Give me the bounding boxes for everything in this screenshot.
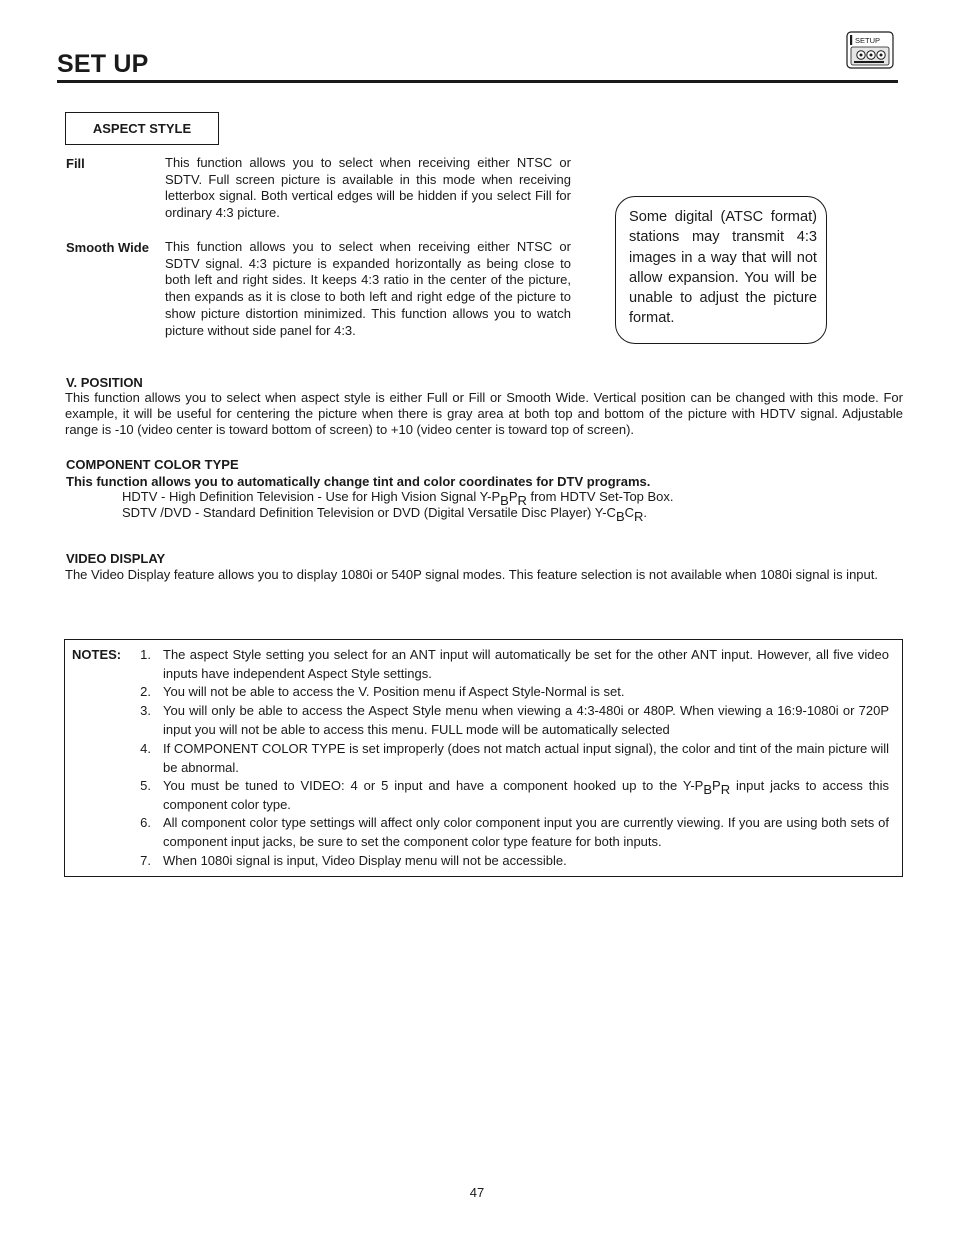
- note-number: 7.: [140, 853, 151, 868]
- note-item: [163, 777, 889, 814]
- component-color-subheading: This function allows you to automatically change tint and color coordinates for DTV programs.: [66, 474, 651, 489]
- sdtv-line-prefix: SDTV /DVD - Standard Definition Television or DVD (Digital Versatile Disc Player) Y-C: [122, 505, 616, 520]
- aspect-style-heading: ASPECT STYLE: [92, 121, 192, 136]
- hdtv-line-prefix: HDTV - High Definition Television - Use for High Vision Signal Y-P: [122, 489, 501, 504]
- note-number: 5.: [140, 778, 151, 793]
- hdtv-line-suffix: from HDTV Set-Top Box.: [526, 489, 674, 504]
- fill-description: This function allows you to select when receiving either NTSC or SDTV. Full screen picture is available in this mode when receiving letterbox signal. Both vertical edges will be hidden if you select Fill for ordinary 4:3 picture.: [165, 155, 571, 221]
- component-color-heading: COMPONENT COLOR TYPE: [66, 457, 239, 472]
- note-item: When 1080i signal is input, Video Display menu will not be accessible.: [163, 853, 567, 868]
- hdtv-sub-b: B: [500, 493, 509, 508]
- note-item: You will not be able to access the V. Position menu if Aspect Style-Normal is set.: [163, 684, 625, 699]
- smooth-wide-term: Smooth Wide: [66, 240, 149, 255]
- note-5-sub-r: R: [720, 782, 731, 797]
- note-5-suffix: input jacks to access this component color type.: [163, 778, 889, 812]
- setup-icon: [846, 31, 894, 69]
- video-display-heading: VIDEO DISPLAY: [66, 551, 166, 566]
- note-item: You will only be able to access the Aspect Style menu when viewing a 4:3-480i or 480P. When viewing a 16:9-1080i or 720P input you will not be able to access this menu. FULL mode will be automatically selected: [163, 703, 889, 737]
- sdtv-sub-r: R: [634, 509, 644, 524]
- notes-label: NOTES:: [72, 647, 122, 662]
- note-number: 4.: [140, 741, 151, 756]
- note-5-mid: P: [712, 778, 721, 793]
- hdtv-line-mid: P: [508, 489, 518, 504]
- note-item: The aspect Style setting you select for an ANT input will automatically be set for the other ANT input. However, all five video inputs have independent Aspect Style settings.: [163, 647, 889, 681]
- hdtv-sub-r: R: [517, 493, 527, 508]
- sdtv-line: [122, 505, 648, 524]
- note-number: 3.: [140, 703, 151, 718]
- note-number: 2.: [140, 684, 151, 699]
- setup-icon-label: SETUP: [855, 36, 881, 45]
- note-number: 1.: [140, 647, 151, 662]
- note-5-prefix: You must be tuned to VIDEO: 4 or 5 input and have a component hooked up to the Y-P: [163, 778, 704, 793]
- page-title: SET UP: [57, 50, 149, 78]
- smooth-wide-description: This function allows you to select when receiving either NTSC or SDTV signal. 4:3 picture is expanded horizontally as being close to both left and right sides. It keeps 4:3 ratio in the center of the picture, then expands as it is close to both left and right edge of the picture to show picture distortion minimized. This function allows you to watch picture without side panel for 4:3.: [165, 239, 571, 338]
- atsc-callout: [615, 196, 827, 344]
- video-display-description: The Video Display feature allows you to display 1080i or 540P signal modes. This feature selection is not available when 1080i signal is input.: [65, 567, 878, 582]
- hdtv-line: [122, 489, 674, 508]
- page-number: 47: [469, 1185, 485, 1200]
- sdtv-line-suffix: .: [643, 505, 648, 520]
- note-item: All component color type settings will affect only color component input you are currently viewing. If you are using both sets of component input jacks, be sure to set the component color type feature for both inputs.: [163, 815, 889, 849]
- sdtv-sub-b: B: [615, 509, 625, 524]
- sdtv-line-mid: C: [624, 505, 635, 520]
- aspect-style-heading-box: [65, 112, 219, 145]
- callout-text: Some digital (ATSC format) stations may transmit 4:3 images in a way that will not allow expansion. You will be unable to adjust the picture format.: [629, 209, 817, 327]
- fill-term: Fill: [66, 156, 85, 171]
- v-position-description: This function allows you to select when aspect style is either Full or Fill or Smooth Wide. Vertical position can be changed with this mode. For example, it will be useful for centering the picture when there is gray area at both top and bottom of the picture with HDTV signal. Adjustable range is -10 (video center is toward bottom of screen) to +10 (video center is toward top of screen).: [65, 390, 903, 437]
- note-5-sub-b: B: [703, 782, 713, 797]
- note-number: 6.: [140, 815, 151, 830]
- note-item: If COMPONENT COLOR TYPE is set improperly (does not match actual input signal), the color and tint of the main picture will be abnormal.: [163, 741, 889, 775]
- v-position-heading: V. POSITION: [66, 375, 143, 390]
- title-divider: [57, 80, 898, 83]
